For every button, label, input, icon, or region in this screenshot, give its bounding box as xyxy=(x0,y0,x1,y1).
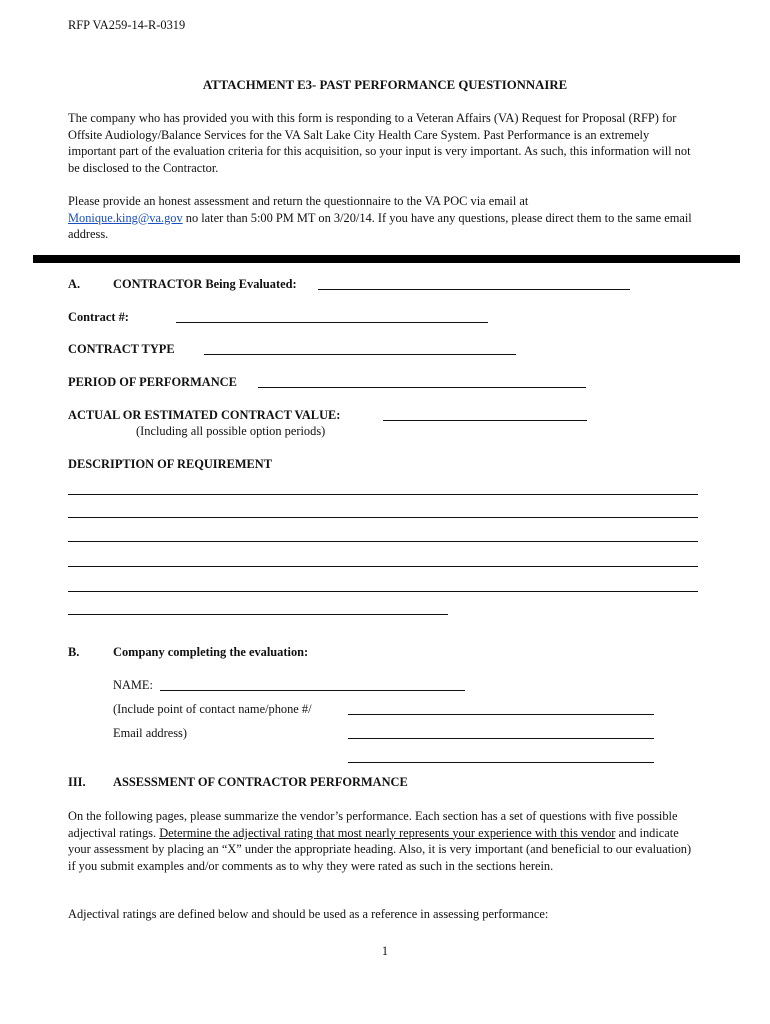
evaluator-name-field[interactable] xyxy=(160,690,465,691)
instructions-tail: no later than 5:00 PM MT on 3/20/14. If you have any questions, please direct them to the same email address. xyxy=(68,210,692,242)
email-address-label: Email address) xyxy=(113,726,187,740)
period-label: PERIOD OF PERFORMANCE xyxy=(68,375,237,389)
contractor-label: CONTRACTOR Being Evaluated: xyxy=(113,277,297,291)
contract-number-field[interactable] xyxy=(176,322,488,323)
description-label: DESCRIPTION OF REQUIREMENT xyxy=(68,457,273,471)
contract-type-label: CONTRACT TYPE xyxy=(68,342,175,356)
section-b-heading: Company completing the evaluation: xyxy=(113,645,309,659)
assessment-text-b: and indicate your assessment by placing an “X” under the appropriate heading. Also, it is very important (and beneficial to our evaluation) if you submit examples and/or comments as to why they were rated as such in the sections herein. xyxy=(68,825,692,873)
contract-type-field[interactable] xyxy=(204,354,516,355)
description-line[interactable] xyxy=(68,614,448,615)
contract-value-label: ACTUAL OR ESTIMATED CONTRACT VALUE: xyxy=(68,408,341,422)
description-line[interactable] xyxy=(68,494,698,495)
poc-field[interactable] xyxy=(348,714,654,715)
section-b-letter: B. xyxy=(68,645,80,659)
page-title: ATTACHMENT E3- PAST PERFORMANCE QUESTIONNAIRE xyxy=(202,78,568,92)
period-field[interactable] xyxy=(258,387,586,388)
description-line[interactable] xyxy=(68,517,698,518)
contract-value-field[interactable] xyxy=(383,420,587,421)
contractor-field[interactable] xyxy=(318,289,630,290)
page-number: 1 xyxy=(381,944,389,958)
description-line[interactable] xyxy=(68,591,698,592)
assessment-text-a: On the following pages, please summarize the vendor’s performance. Each section has a set of questions with five possible adjectival ratings. xyxy=(68,809,678,840)
email-address-field[interactable] xyxy=(348,738,654,739)
extra-contact-field[interactable] xyxy=(348,762,654,763)
contract-value-note: (Including all possible option periods) xyxy=(136,424,326,438)
section-iii-numeral: III. xyxy=(68,775,86,789)
assessment-paragraph xyxy=(68,808,700,874)
rfp-number: RFP VA259-14-R-0319 xyxy=(68,18,186,32)
section-divider xyxy=(33,255,740,263)
contract-number-label: Contract #: xyxy=(68,310,129,324)
evaluator-name-label: NAME: xyxy=(113,678,153,692)
instructions-paragraph xyxy=(68,193,700,243)
ratings-intro: Adjectival ratings are defined below and should be used as a reference in assessing performance: xyxy=(68,907,549,921)
instructions-lead: Please provide an honest assessment and return the questionnaire to the VA POC via email at xyxy=(68,194,529,208)
email-link[interactable]: Monique.king@va.gov xyxy=(68,210,183,225)
intro-paragraph: The company who has provided you with this form is responding to a Veteran Affairs (VA) Request for Proposal (RFP) for Offsite Audiology/Balance Services for the VA Salt Lake City Health Care System. Past Performance is an extremely important part of the evaluation criteria for this acquisition, so your input is very important. As such, this information will not be disclosed to the Contractor. xyxy=(68,111,691,175)
section-a-letter: A. xyxy=(68,277,81,291)
description-line[interactable] xyxy=(68,541,698,542)
poc-label: (Include point of contact name/phone #/ xyxy=(113,702,312,716)
description-line[interactable] xyxy=(68,566,698,567)
section-iii-heading: ASSESSMENT OF CONTRACTOR PERFORMANCE xyxy=(113,775,408,789)
assessment-text-underlined: Determine the adjectival rating that most nearly represents your experience with this vendor xyxy=(159,825,616,840)
